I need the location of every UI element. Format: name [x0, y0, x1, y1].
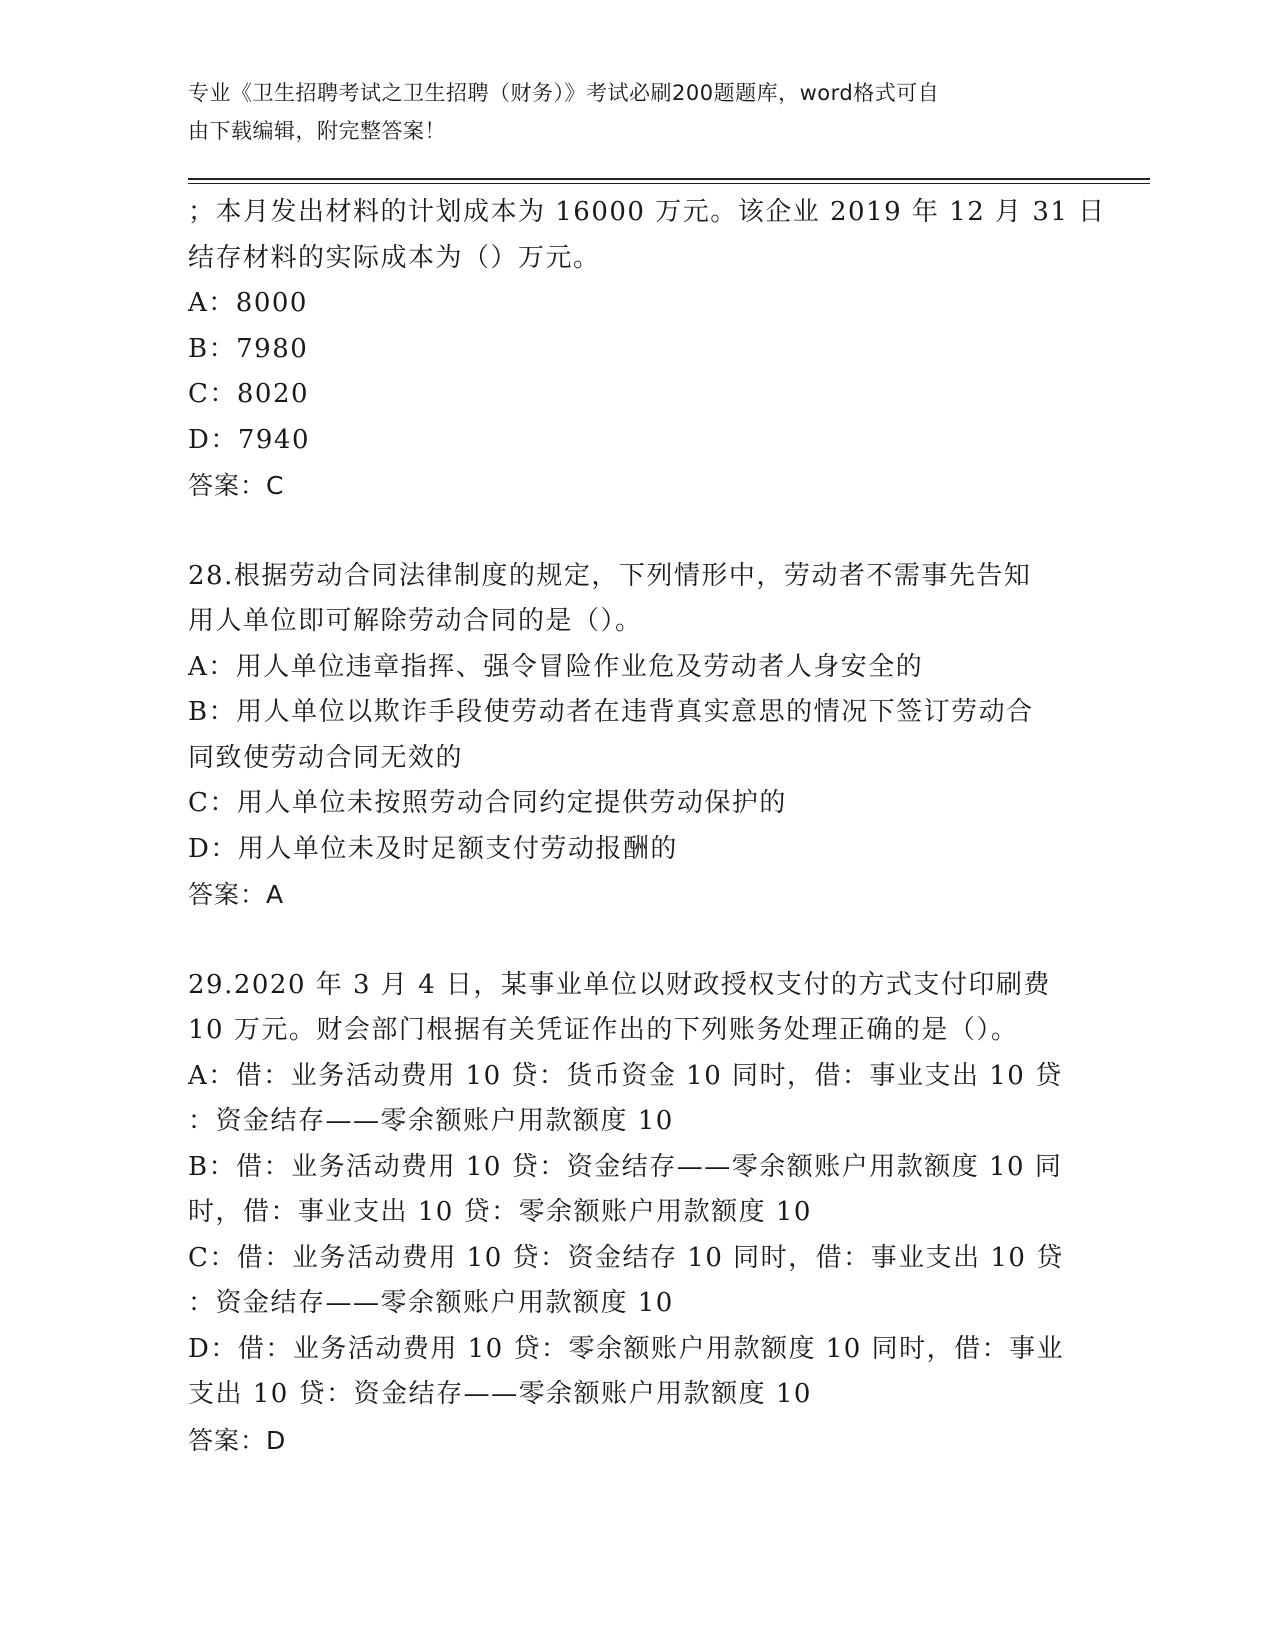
option-line: ：资金结存——零余额账户用款额度 10 [188, 1106, 674, 1136]
header-divider-thick [188, 178, 1150, 180]
option-c: C：8020 [188, 379, 310, 409]
question-stem-line: 结存材料的实际成本为（）万元。 [188, 242, 601, 273]
question-stem-line: 28.根据劳动合同法律制度的规定，下列情形中，劳动者不需事先告知 [188, 560, 1032, 591]
question-stem-line: ；本月发出材料的计划成本为 16000 万元。该企业 2019 年 12 月 31 日 [188, 197, 1106, 227]
answer-line: 答案：D [188, 1425, 287, 1455]
option-line: C：借：业务活动费用 10 贷：资金结存 10 同时，借：事业支出 10 贷 [188, 1242, 1064, 1273]
question-stem-line: 用人单位即可解除劳动合同的是（）。 [188, 606, 643, 636]
question-27-continuation [188, 190, 1106, 509]
option-line: D：用人单位未及时足额支付劳动报酬的 [188, 833, 678, 864]
document-body [188, 190, 1106, 1508]
option-line: 同致使劳动合同无效的 [188, 742, 464, 773]
option-a: A：8000 [188, 288, 308, 318]
question-29 [188, 963, 1088, 1464]
option-line: A：用人单位违章指挥、强令冒险作业危及劳动者人身安全的 [188, 651, 924, 682]
option-line: C：用人单位未按照劳动合同约定提供劳动保护的 [188, 788, 787, 818]
answer-line: 答案：A [188, 880, 285, 909]
option-line: 支出 10 贷：资金结存——零余额账户用款额度 10 [188, 1379, 812, 1409]
option-line: ：资金结存——零余额账户用款额度 10 [188, 1288, 674, 1318]
question-stem-line: 10 万元。财会部门根据有关凭证作出的下列账务处理正确的是（）。 [188, 1015, 1019, 1045]
header-line-2: 由下载编辑，附完整答案！ [188, 119, 446, 143]
question-28 [188, 554, 1088, 918]
option-line: B：用人单位以欺诈手段使劳动者在违背真实意思的情况下签订劳动合 [188, 697, 1034, 727]
option-line: D：借：业务活动费用 10 贷：零余额账户用款额度 10 同时，借：事业 [188, 1333, 1065, 1364]
answer-line: 答案：C [188, 471, 285, 500]
question-stem-line: 29.2020 年 3 月 4 日，某事业单位以财政授权支付的方式支付印刷费 [188, 969, 1051, 1000]
option-b: B：7980 [188, 333, 309, 364]
header-line-1: 专业《卫生招聘考试之卫生招聘（财务）》考试必刷200题题库，word格式可自 [188, 81, 940, 105]
option-line: 时，借：事业支出 10 贷：零余额账户用款额度 10 [188, 1197, 812, 1227]
option-line: A：借：业务活动费用 10 贷：货币资金 10 同时，借：事业支出 10 贷 [188, 1060, 1063, 1091]
option-line: B：借：业务活动费用 10 贷：资金结存——零余额账户用款额度 10 同 [188, 1151, 1063, 1182]
document-header [188, 74, 1088, 150]
option-d: D：7940 [188, 424, 311, 455]
header-divider-thin [188, 183, 1150, 184]
